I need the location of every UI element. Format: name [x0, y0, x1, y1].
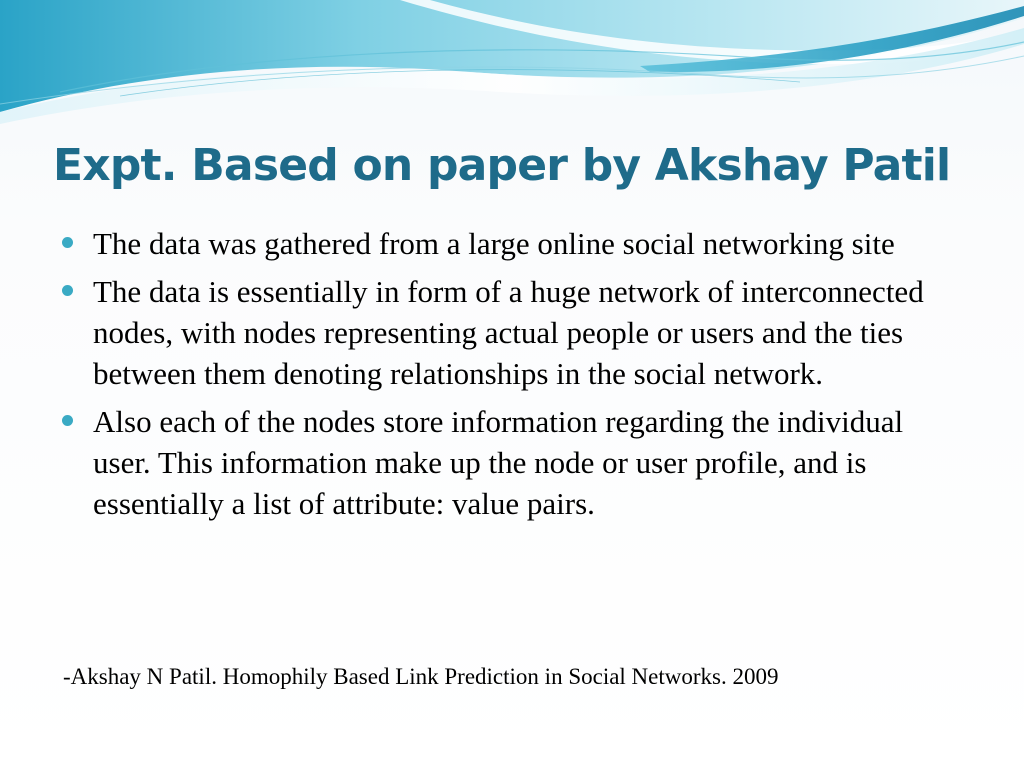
bullet-item — [62, 271, 967, 394]
bullet-list — [62, 223, 967, 531]
bullet-dot-icon — [62, 237, 73, 248]
bullet-dot-icon — [62, 415, 73, 426]
header-wave-decoration — [0, 0, 1024, 130]
bullet-text: The data was gathered from a large online social networking site — [93, 226, 895, 261]
bullet-item — [62, 401, 967, 524]
bullet-text: Also each of the nodes store information regarding the individual user. This information make up the node or user profile, and is essentially a list of attribute: value pairs. — [93, 404, 904, 521]
bullet-dot-icon — [62, 285, 73, 296]
slide-title: Expt. Based on paper by Akshay Patil — [53, 140, 951, 191]
bullet-text: The data is essentially in form of a huge network of interconnected nodes, with nodes representing actual people or users and the ties between them denoting relationships in the social network. — [93, 274, 924, 391]
bullet-item — [62, 223, 967, 264]
citation: -Akshay N Patil. Homophily Based Link Prediction in Social Networks. 2009 — [63, 664, 779, 689]
